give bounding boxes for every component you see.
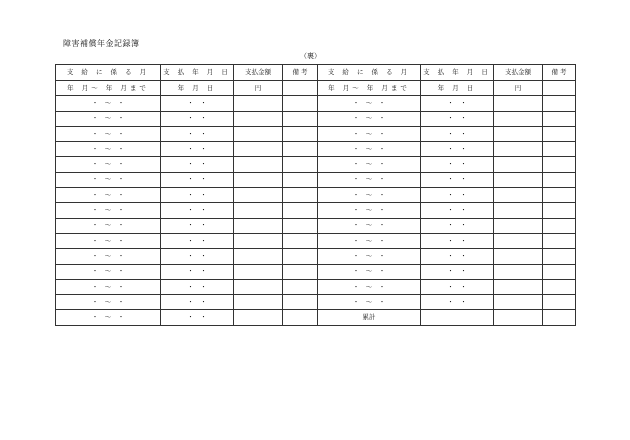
paydate-units: 年 月 日 <box>421 81 494 96</box>
period-range-cell[interactable]: ・ ～ ・ <box>318 249 421 264</box>
remarks-cell[interactable] <box>283 279 318 294</box>
amount-cell[interactable] <box>494 172 543 187</box>
pay-date-cell[interactable]: ・ ・ <box>421 96 494 111</box>
remarks-cell[interactable] <box>543 218 576 233</box>
amount-cell[interactable] <box>234 264 283 279</box>
amount-cell[interactable] <box>234 279 283 294</box>
pay-date-cell[interactable]: ・ ・ <box>161 218 234 233</box>
table-row <box>56 264 576 279</box>
period-range-cell[interactable]: ・ ～ ・ <box>56 203 161 218</box>
period-range-cell[interactable]: ・ ～ ・ <box>56 126 161 141</box>
col-amount-header: 支払金額 <box>234 65 283 81</box>
table-row <box>56 111 576 126</box>
pay-date-cell[interactable]: ・ ・ <box>421 264 494 279</box>
pay-date-cell[interactable]: ・ ・ <box>421 142 494 157</box>
pay-date-cell[interactable]: ・ ・ <box>161 126 234 141</box>
amount-cell[interactable] <box>234 203 283 218</box>
remarks-cell[interactable] <box>543 249 576 264</box>
table-row <box>56 310 576 325</box>
remarks-cell[interactable] <box>543 96 576 111</box>
period-range-cell[interactable]: ・ ～ ・ <box>318 203 421 218</box>
remarks-cell[interactable] <box>543 142 576 157</box>
col-remarks-header: 備 考 <box>543 65 576 81</box>
period-range-cell[interactable]: ・ ～ ・ <box>318 111 421 126</box>
amount-cell[interactable] <box>494 279 543 294</box>
col-period-header: 支 給 に 係 る 月 <box>318 65 421 81</box>
subheader-row <box>56 81 576 96</box>
remarks-cell[interactable] <box>283 81 318 96</box>
amount-unit: 円 <box>234 81 283 96</box>
remarks-cell[interactable] <box>283 218 318 233</box>
pay-date-cell[interactable]: ・ ・ <box>421 233 494 248</box>
table-row <box>56 233 576 248</box>
remarks-cell[interactable] <box>283 264 318 279</box>
remarks-cell[interactable] <box>543 203 576 218</box>
amount-cell[interactable] <box>234 218 283 233</box>
period-range-cell[interactable]: ・ ～ ・ <box>56 142 161 157</box>
period-units: 年 月～ 年 月まで <box>318 81 421 96</box>
amount-cell[interactable] <box>494 111 543 126</box>
pay-date-cell[interactable]: ・ ・ <box>161 233 234 248</box>
amount-cell[interactable] <box>234 233 283 248</box>
amount-cell[interactable] <box>494 157 543 172</box>
amount-cell[interactable] <box>494 264 543 279</box>
amount-cell[interactable] <box>234 310 283 325</box>
table-row <box>56 279 576 294</box>
pay-date-cell[interactable]: ・ ・ <box>161 188 234 203</box>
document-title: 障害補償年金記録簿 <box>63 39 140 48</box>
amount-cell[interactable] <box>494 295 543 310</box>
table-row <box>56 157 576 172</box>
remarks-cell[interactable] <box>543 172 576 187</box>
pay-date-cell[interactable]: ・ ・ <box>421 157 494 172</box>
period-range-cell[interactable]: ・ ～ ・ <box>318 233 421 248</box>
period-range-cell[interactable]: ・ ～ ・ <box>56 96 161 111</box>
pay-date-cell[interactable]: ・ ・ <box>421 172 494 187</box>
pay-date-cell[interactable]: ・ ・ <box>161 249 234 264</box>
remarks-cell[interactable] <box>543 310 576 325</box>
period-range-cell[interactable]: ・ ～ ・ <box>56 111 161 126</box>
period-range-cell[interactable]: ・ ～ ・ <box>56 172 161 187</box>
remarks-cell[interactable] <box>543 126 576 141</box>
remarks-cell[interactable] <box>283 203 318 218</box>
table-row <box>56 218 576 233</box>
pay-date-cell[interactable]: ・ ・ <box>161 111 234 126</box>
table-row <box>56 295 576 310</box>
remarks-cell[interactable] <box>283 157 318 172</box>
remarks-cell[interactable] <box>283 295 318 310</box>
amount-cell[interactable] <box>234 126 283 141</box>
remarks-cell[interactable] <box>283 126 318 141</box>
amount-cell[interactable] <box>494 96 543 111</box>
pay-date-cell[interactable]: ・ ・ <box>421 126 494 141</box>
document-subtitle: （裏） <box>300 52 321 60</box>
header-row <box>56 65 576 81</box>
period-range-cell[interactable]: ・ ～ ・ <box>318 96 421 111</box>
remarks-cell[interactable] <box>543 157 576 172</box>
remarks-cell[interactable] <box>543 295 576 310</box>
amount-cell[interactable] <box>234 157 283 172</box>
period-range-cell[interactable]: ・ ～ ・ <box>56 233 161 248</box>
pay-date-cell[interactable]: ・ ・ <box>161 295 234 310</box>
amount-cell[interactable] <box>494 142 543 157</box>
table-row <box>56 172 576 187</box>
remarks-cell[interactable] <box>543 81 576 96</box>
remarks-cell[interactable] <box>283 249 318 264</box>
amount-cell[interactable] <box>234 295 283 310</box>
period-range-cell[interactable]: ・ ～ ・ <box>318 142 421 157</box>
pay-date-cell[interactable]: ・ ・ <box>161 157 234 172</box>
amount-cell[interactable] <box>234 142 283 157</box>
amount-cell[interactable] <box>494 203 543 218</box>
pay-date-cell[interactable]: ・ ・ <box>421 295 494 310</box>
table-row <box>56 188 576 203</box>
period-range-cell[interactable]: ・ ～ ・ <box>56 218 161 233</box>
amount-cell[interactable] <box>234 188 283 203</box>
pay-date-cell[interactable]: ・ ・ <box>421 249 494 264</box>
col-period-header: 支 給 に 係 る 月 <box>56 65 161 81</box>
remarks-cell[interactable] <box>543 111 576 126</box>
amount-cell[interactable] <box>234 111 283 126</box>
remarks-cell[interactable] <box>543 279 576 294</box>
period-range-cell[interactable]: ・ ～ ・ <box>318 188 421 203</box>
pay-date-cell[interactable]: ・ ・ <box>161 96 234 111</box>
amount-cell[interactable] <box>494 218 543 233</box>
period-range-cell[interactable]: ・ ～ ・ <box>318 157 421 172</box>
amount-cell[interactable] <box>494 126 543 141</box>
pay-date-cell[interactable]: ・ ・ <box>161 310 234 325</box>
remarks-cell[interactable] <box>283 188 318 203</box>
remarks-cell[interactable] <box>283 233 318 248</box>
period-range-cell[interactable]: ・ ～ ・ <box>56 264 161 279</box>
table-row <box>56 126 576 141</box>
table-row <box>56 96 576 111</box>
period-range-cell[interactable]: ・ ～ ・ <box>318 126 421 141</box>
table-row <box>56 203 576 218</box>
pay-date-cell[interactable]: ・ ・ <box>421 279 494 294</box>
period-range-cell[interactable]: ・ ～ ・ <box>56 157 161 172</box>
remarks-cell[interactable] <box>283 111 318 126</box>
pay-date-cell[interactable]: ・ ・ <box>161 264 234 279</box>
pay-date-cell[interactable]: ・ ・ <box>161 279 234 294</box>
col-paydate-header: 支 払 年 月 日 <box>161 65 234 81</box>
pension-ledger-table <box>55 64 576 326</box>
table-row <box>56 142 576 157</box>
pay-date-cell[interactable]: ・ ・ <box>421 188 494 203</box>
pay-date-cell[interactable]: ・ ・ <box>161 203 234 218</box>
period-range-cell[interactable]: ・ ～ ・ <box>318 279 421 294</box>
period-range-cell[interactable]: ・ ～ ・ <box>318 295 421 310</box>
remarks-cell[interactable] <box>543 188 576 203</box>
amount-cell[interactable] <box>494 310 543 325</box>
period-range-cell[interactable]: ・ ～ ・ <box>56 188 161 203</box>
col-remarks-header: 備 考 <box>283 65 318 81</box>
amount-unit: 円 <box>494 81 543 96</box>
period-range-cell[interactable]: ・ ～ ・ <box>318 172 421 187</box>
col-paydate-header: 支 払 年 月 日 <box>421 65 494 81</box>
period-range-cell[interactable]: ・ ～ ・ <box>318 218 421 233</box>
table-row <box>56 249 576 264</box>
pay-date-cell[interactable]: ・ ・ <box>421 203 494 218</box>
remarks-cell[interactable] <box>283 172 318 187</box>
pay-date-cell[interactable]: ・ ・ <box>421 111 494 126</box>
period-range-cell[interactable]: ・ ～ ・ <box>56 249 161 264</box>
remarks-cell[interactable] <box>543 264 576 279</box>
remarks-cell[interactable] <box>283 142 318 157</box>
pay-date-cell[interactable]: ・ ・ <box>161 142 234 157</box>
amount-cell[interactable] <box>494 188 543 203</box>
remarks-cell[interactable] <box>283 96 318 111</box>
paydate-units: 年 月 日 <box>161 81 234 96</box>
remarks-cell[interactable] <box>283 310 318 325</box>
period-range-cell[interactable]: ・ ～ ・ <box>56 310 161 325</box>
period-range-cell[interactable]: ・ ～ ・ <box>56 279 161 294</box>
pay-date-cell[interactable] <box>421 310 494 325</box>
cumulative-label: 累計 <box>318 310 421 325</box>
pay-date-cell[interactable]: ・ ・ <box>421 218 494 233</box>
col-amount-header: 支払金額 <box>494 65 543 81</box>
amount-cell[interactable] <box>494 233 543 248</box>
amount-cell[interactable] <box>234 172 283 187</box>
remarks-cell[interactable] <box>543 233 576 248</box>
period-range-cell[interactable]: ・ ～ ・ <box>56 295 161 310</box>
amount-cell[interactable] <box>494 249 543 264</box>
period-units: 年 月～ 年 月まで <box>56 81 161 96</box>
amount-cell[interactable] <box>234 96 283 111</box>
period-range-cell[interactable]: ・ ～ ・ <box>318 264 421 279</box>
amount-cell[interactable] <box>234 249 283 264</box>
pay-date-cell[interactable]: ・ ・ <box>161 172 234 187</box>
